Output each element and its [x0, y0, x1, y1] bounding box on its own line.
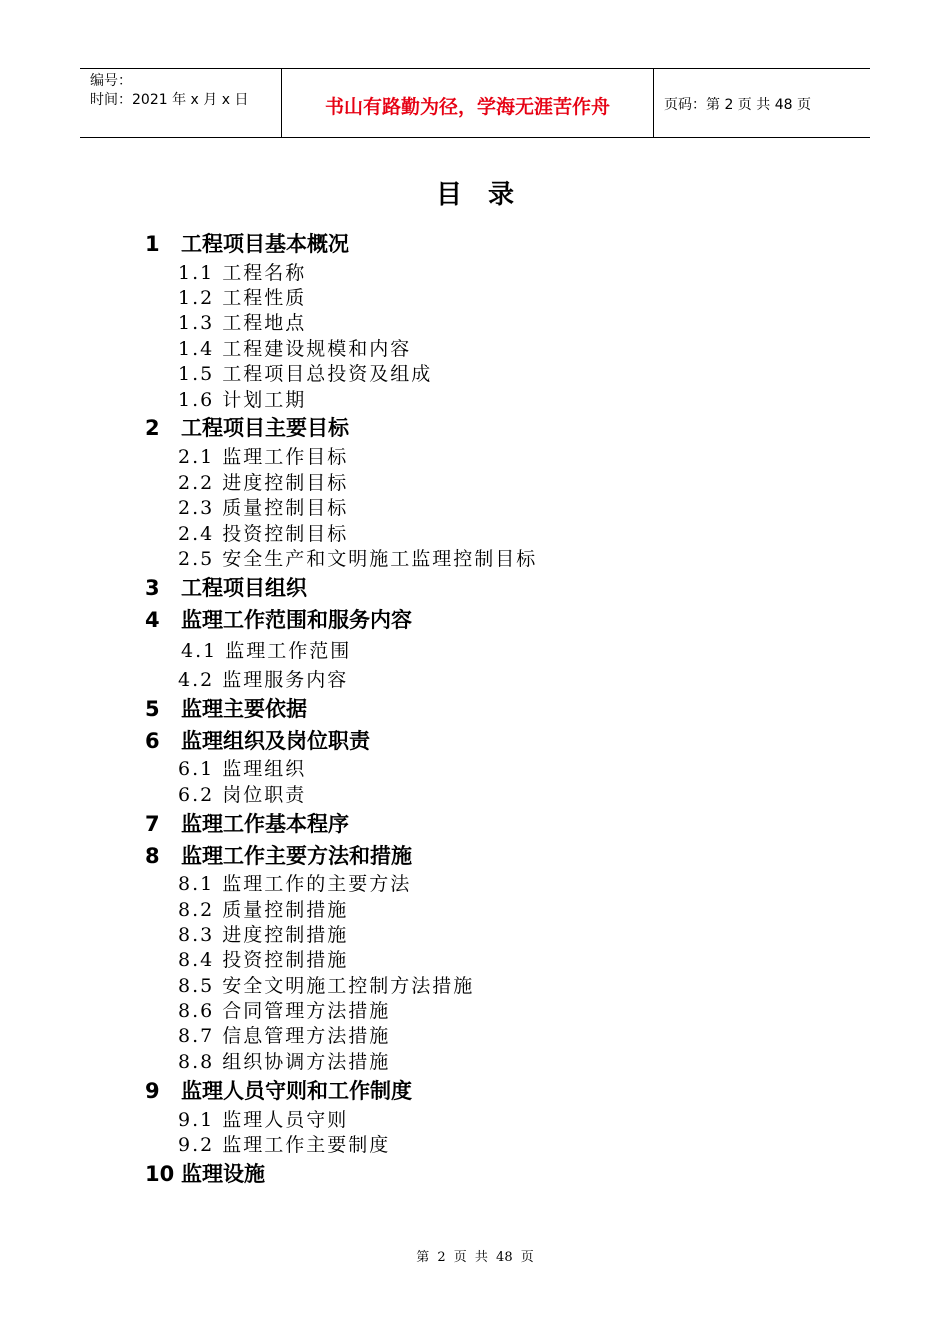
toc-entry-8-3[interactable]: 8.3 进度控制措施 [178, 924, 349, 946]
toc-entry-10[interactable] [145, 1158, 265, 1188]
toc-entry-8-8[interactable]: 8.8 组织协调方法措施 [178, 1051, 391, 1073]
toc-entry-text: 工程项目组织 [181, 576, 307, 600]
document-time: 时间：2021 年 x 月 x 日 [90, 92, 249, 108]
toc-entry-number: 9 [145, 1079, 160, 1103]
toc-entry-4-2[interactable]: 4.2 监理服务内容 [178, 669, 349, 691]
toc-entry-text: 监理设施 [181, 1162, 265, 1186]
toc-entry-1-1[interactable]: 1.1 工程名称 [178, 262, 307, 284]
toc-entry-number: 2 [145, 416, 160, 440]
toc-entry-8[interactable] [145, 840, 412, 870]
toc-entry-1-4[interactable]: 1.4 工程建设规模和内容 [178, 338, 412, 360]
toc-title: 目录 [435, 180, 540, 210]
toc-entry-number: 5 [145, 697, 160, 721]
toc-entry-2-2[interactable]: 2.2 进度控制目标 [178, 472, 349, 494]
toc-entry-number: 10 [145, 1162, 175, 1186]
toc-entry-9[interactable] [145, 1075, 412, 1105]
toc-entry-2-4[interactable]: 2.4 投资控制目标 [178, 523, 349, 545]
page-header [80, 68, 870, 138]
toc-entry-9-1[interactable]: 9.1 监理人员守则 [178, 1109, 349, 1131]
toc-entry-text: 监理人员守则和工作制度 [181, 1079, 412, 1103]
toc-entry-number: 1 [145, 232, 160, 256]
toc-entry-1-2[interactable]: 1.2 工程性质 [178, 287, 307, 309]
toc-entry-number: 8 [145, 844, 160, 868]
document-number-label: 编号： [90, 73, 132, 89]
toc-entry-2-5[interactable]: 2.5 安全生产和文明施工监理控制目标 [178, 548, 538, 570]
toc-entry-number: 3 [145, 576, 160, 600]
header-page-info: 页码：第 2 页 共 48 页 [664, 97, 811, 113]
toc-entry-number: 7 [145, 812, 160, 836]
page-footer: 第 2 页 共 48 页 [416, 1250, 534, 1265]
toc-entry-1-5[interactable]: 1.5 工程项目总投资及组成 [178, 363, 433, 385]
toc-entry-2-3[interactable]: 2.3 质量控制目标 [178, 497, 349, 519]
toc-entry-text: 监理主要依据 [181, 697, 307, 721]
toc-entry-4[interactable] [145, 604, 412, 634]
toc-entry-text: 监理工作范围和服务内容 [181, 608, 412, 632]
toc-entry-2[interactable] [145, 412, 349, 442]
toc-entry-text: 工程项目主要目标 [181, 416, 349, 440]
header-motto: 书山有路勤为径，学海无涯苦作舟 [282, 69, 654, 137]
toc-entry-number: 4 [145, 608, 160, 632]
header-meta [80, 69, 282, 137]
toc-entry-4-1[interactable]: 4.1 监理工作范围 [181, 640, 352, 662]
toc-entry-5[interactable] [145, 693, 307, 723]
toc-entry-number: 6 [145, 729, 160, 753]
toc-entry-8-1[interactable]: 8.1 监理工作的主要方法 [178, 873, 412, 895]
toc-entry-6-2[interactable]: 6.2 岗位职责 [178, 784, 307, 806]
toc-entry-8-4[interactable]: 8.4 投资控制措施 [178, 949, 349, 971]
toc-entry-text: 工程项目基本概况 [181, 232, 349, 256]
toc-entry-1-6[interactable]: 1.6 计划工期 [178, 389, 307, 411]
toc-entry-7[interactable] [145, 808, 349, 838]
toc-entry-1-3[interactable]: 1.3 工程地点 [178, 312, 307, 334]
toc-entry-8-7[interactable]: 8.7 信息管理方法措施 [178, 1025, 391, 1047]
toc-entry-6-1[interactable]: 6.1 监理组织 [178, 758, 307, 780]
toc-entry-text: 监理工作基本程序 [181, 812, 349, 836]
toc-entry-3[interactable] [145, 572, 307, 602]
toc-entry-8-2[interactable]: 8.2 质量控制措施 [178, 899, 349, 921]
toc-entry-2-1[interactable]: 2.1 监理工作目标 [178, 446, 349, 468]
toc-entry-text: 监理工作主要方法和措施 [181, 844, 412, 868]
toc-entry-9-2[interactable]: 9.2 监理工作主要制度 [178, 1134, 391, 1156]
toc-entry-6[interactable] [145, 725, 370, 755]
toc-entry-1[interactable] [145, 228, 349, 258]
toc-entry-8-5[interactable]: 8.5 安全文明施工控制方法措施 [178, 975, 475, 997]
toc-entry-8-6[interactable]: 8.6 合同管理方法措施 [178, 1000, 391, 1022]
toc-entry-text: 监理组织及岗位职责 [181, 729, 370, 753]
